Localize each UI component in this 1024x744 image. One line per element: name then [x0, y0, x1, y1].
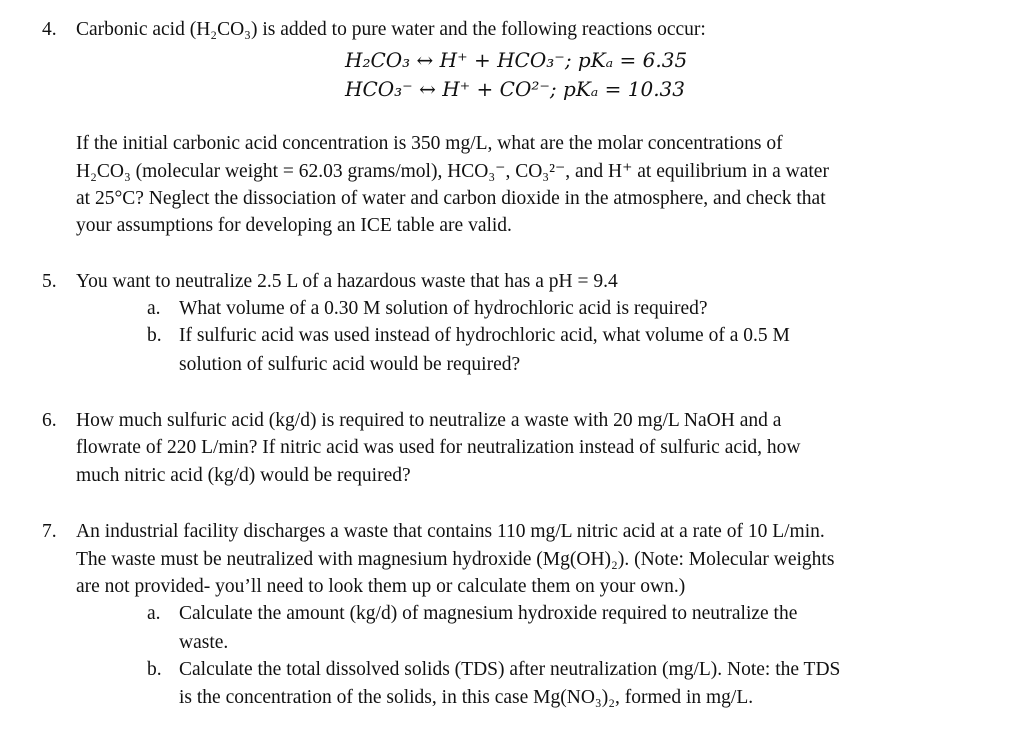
- subquestion-a-line: waste.: [179, 632, 229, 653]
- subquestion-b-line: solution of sulfuric acid would be required?: [179, 354, 521, 375]
- question-text-line: flowrate of 220 L/min? If nitric acid was used for neutralization instead of sulfuric acid, how: [76, 437, 801, 458]
- question-text-line: An industrial facility discharges a waste that contains 110 mg/L nitric acid at a rate of 10 L/min.: [76, 521, 825, 542]
- equation-2: HCO₃⁻ ↔ H⁺ + CO²⁻; pKₐ = 10.33: [345, 77, 686, 101]
- question-text-line: H₂CO₃ (molecular weight = 62.03 grams/mol), HCO₃⁻, CO₃²⁻, and H⁺ at equilibrium in a water: [76, 161, 829, 182]
- subquestion-b-line: If sulfuric acid was used instead of hydrochloric acid, what volume of a 0.5 M: [179, 325, 790, 346]
- question-number: 6.: [42, 410, 57, 431]
- subquestion-b-line: is the concentration of the solids, in this case Mg(NO₃)₂, formed in mg/L.: [179, 687, 754, 708]
- equation-1: H₂CO₃ ↔ H⁺ + HCO₃⁻; pKₐ = 6.35: [345, 48, 688, 72]
- subquestion-label: a.: [147, 603, 161, 624]
- question-text-line: at 25°C? Neglect the dissociation of water and carbon dioxide in the atmosphere, and check that: [76, 188, 826, 209]
- question-text-line: If the initial carbonic acid concentration is 350 mg/L, what are the molar concentrations of: [76, 133, 783, 154]
- question-intro: Carbonic acid (H₂CO₃) is added to pure water and the following reactions occur:: [76, 19, 706, 40]
- question-number: 5.: [42, 271, 57, 292]
- question-text-line: much nitric acid (kg/d) would be required?: [76, 465, 411, 486]
- subquestion-a: What volume of a 0.30 M solution of hydrochloric acid is required?: [179, 298, 708, 319]
- question-number: 4.: [42, 19, 57, 40]
- question-intro: You want to neutralize 2.5 L of a hazardous waste that has a pH = 9.4: [76, 271, 618, 292]
- question-text-line: How much sulfuric acid (kg/d) is required to neutralize a waste with 20 mg/L NaOH and a: [76, 410, 782, 431]
- question-text-line: your assumptions for developing an ICE table are valid.: [76, 215, 512, 236]
- question-number: 7.: [42, 521, 57, 542]
- subquestion-b-line: Calculate the total dissolved solids (TDS) after neutralization (mg/L). Note: the TDS: [179, 659, 841, 680]
- subquestion-label: a.: [147, 298, 161, 319]
- question-text-line: The waste must be neutralized with magnesium hydroxide (Mg(OH)₂). (Note: Molecular weights: [76, 549, 835, 570]
- subquestion-label: b.: [147, 325, 162, 346]
- subquestion-a-line: Calculate the amount (kg/d) of magnesium hydroxide required to neutralize the: [179, 603, 798, 624]
- question-text-line: are not provided- you’ll need to look them up or calculate them on your own.): [76, 576, 686, 597]
- subquestion-label: b.: [147, 659, 162, 680]
